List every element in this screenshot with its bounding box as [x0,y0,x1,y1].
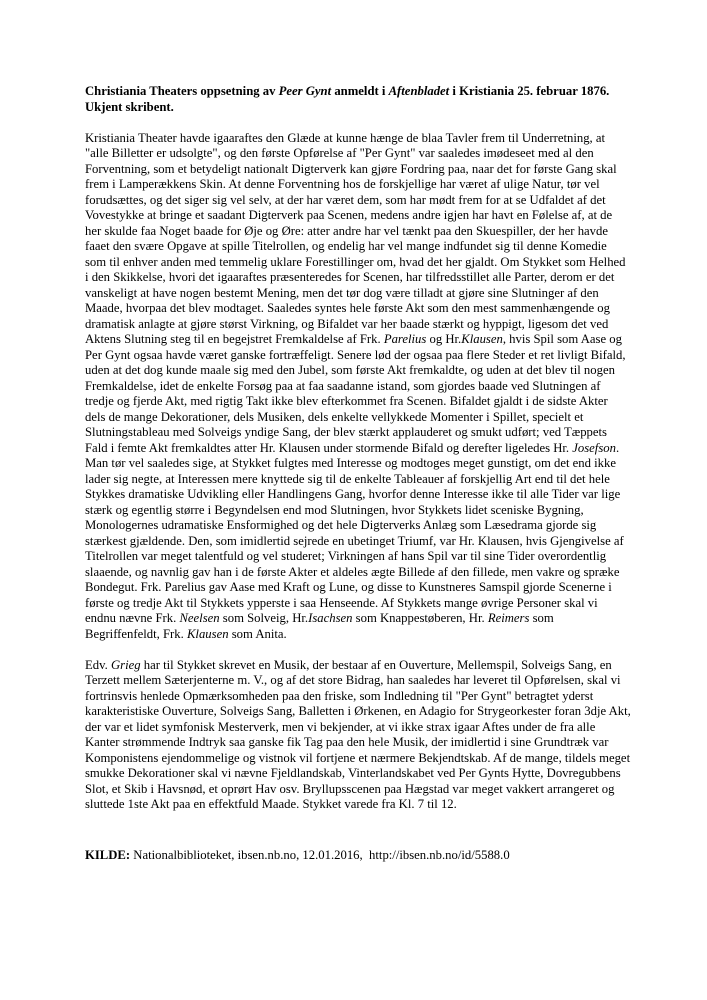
document-title [85,84,631,115]
text-segment: i Kristiania 25. februar 1876. Ukjent skribent. [85,84,610,114]
text-segment: KILDE: [85,847,131,862]
emphasized-text: Klausen [461,332,503,346]
document-body [85,131,631,813]
text-segment: som Knappestøberen, Hr. [352,611,488,625]
text-segment: som Solveig, Hr. [219,611,309,625]
emphasized-text: Josefson [572,440,616,455]
text-segment: som Anita. [228,626,287,641]
text-segment: Edv. [85,657,111,672]
emphasized-text: Isachsen [308,611,353,625]
text-segment: har til Stykket skrevet en Musik, der bestaar af en Ouverture, Mellemspil, Solveigs Sang, en Terzett mellem Sæterjenterne m. V., og af det store Bidrag, han saaledes har leveret til Opførelsen, skal vi fortrinsvis henlede Opmærksomheden paa den friske, som Indledning til "Per Gynt" betragtet yderst karakteristiske Ouverture, Solveigs Sang, Balletten i Ørkenen, en Adagio for Strygeorkester foran 3dje Akt, der var et lidet symfonisk Mesterverk, men vi bekjender, at vi ikke strax igaar Aftes under de fra alle Kanter strømmende Indtryk saa ganske fik Tag paa den hele Musik, der imidlertid i sine Grundtræk var Komponistens ejendommelige og vistnok vil fortjene et nærmere Bekjendtskab. Af de mange, tildels meget smukke Dekorationer skal vi nævne Fjeldlandskab, Vinterlandskabet ved Per Gynts Hytte, Dovregubbens Slot, et Skib i Havsnød, et oprørt Hav osv. Bryllupsscenen paa Hægstad var meget vakkert arrangeret og sluttede 1ste Akt paa en effektfuld Maade. Stykket varede fra Kl. 7 til 12. [85,657,631,811]
text-segment: . Man tør vel saaledes sige, at Stykket fulgtes med Interesse og modtoges meget gunstigt, om det end ikke lader sig negte, at Interessen mere knyttede sig til de enkelte Tableauer af forskjellig Art end til det hele Stykkes dramatiske Udvikling eller Handlingens Gang, hvorfor denne Interesse ikke til alle Tider var lige stærk og egentlig større i Begyndelsen end mod Slutningen, hvor Stykkets lidet sceniske Bygning, Monologernes udramatiske Ensformighed og det hele Digterverks Anlæg som Læsedrama gjorde sig stærkest gjældende. Den, som imidlertid sejrede en ubetinget Triumf, var Hr. Klausen, hvis Gjengivelse af Titelrollen var meget talentfuld og vel studeret; Virkningen af hans Spil var til sine Tider overordentlig slaaende, og navnlig gav han i de første Akter et aldeles ægte Billede af den fillede, men vakre og spræke Bondegut. Frk. Parelius gav Aase med Kraft og Lune, og disse to Kunstneres Samspil gjorde Scenerne i første og tredje Akt til Stykkets ypperste i saa Henseende. Af Stykkets mange øvrige Personer skal vi endnu nævne Frk. [85,440,624,625]
source-line [85,848,631,864]
document-content [85,84,631,863]
emphasized-text: Neelsen [179,611,220,625]
emphasized-text: Klausen [186,626,229,641]
text-segment: Christiania Theaters oppsetning av [85,84,279,98]
text-segment: Kristiania Theater havde igaaraftes den Glæde at kunne hænge de blaa Tavler frem til Underretning, at "alle Billetter er udsolgte", og den første Opførelse af "Per Gynt" var saaledes imødeseet med al den Forventning, som et betydeligt nationalt Digterverk kan gjøre Fordring paa, naar det for første Gang skal frem i Lamperækkens Skin. At denne Forventning hos de forskjellige har været af ulige Natur, tør vel forudsættes, og det siger sig vel selv, at der har været dem, som har mødt frem for at se Udfaldet af det Vovestykke at bringe et saadant Digterverk paa Scenen, medens andre igjen har havt en Følelse af, at de her skulde faa Noget baade for Øje og Øre: atter andre har vel tænkt paa den Skuespiller, der her havde faaet den svære Opgave at spille Titelrollen, og endelig har vel mange indfundet sig til denne Komedie som til enhver anden med temmelig uklare Forestillinger om, hvad det her gjaldt. Om Stykket som Helhed i den Skikkelse, hvori det igaaraftes præsenteredes for Scenen, har tilfredsstillet alle Parter, derom er det vanskeligt at have nogen bestemt Mening, men det tør dog være tilladt at gjøre sine Slutninger af den Maade, hvorpaa det blev modtaget. Saaledes syntes hele første Akt som den mest sammenhængende og dramatisk anlagte at gjøre størst Virkning, og Bifaldet var her baade stærkt og hyppigt, ligesom det ved Aktens Slutning steg til en begejstret Fremkaldelse af Frk. [85,130,626,346]
text-segment: og Hr. [426,332,462,346]
text-segment: anmeldt i [331,84,389,98]
body-paragraph [85,131,631,643]
emphasized-text: Parelius [383,332,427,346]
body-paragraph [85,658,631,813]
emphasized-text: Peer Gynt [278,84,332,98]
text-segment: , hvis Spil som Aase og Per Gynt ogsaa havde været ganske fortræffeligt. Senere lød der ogsaa paa flere Steder et ret livligt Bifald, uden at det dog kunde maale sig med den Jubel, som første Akt fremkaldte, og uden at det blev til nogen Fremkaldelse, idet de enkelte Forsøg paa at faa saadanne istand, som gjordes baade ved Slutningen af tredje og fjerde Akt, med rigtig Takt ikke blev efterkommet fra Scenen. Bifaldet gjaldt i de sidste Akter dels de mange Dekorationer, dels Musiken, dels enkelte vellykkede Momenter i Spillet, specielt et Slutningstableau med Solveigs yndige Sang, der blev stærkt applauderet og smukt udført; ved Tæppets Fald i femte Akt fremkaldtes atter Hr. Klausen under stormende Bifald og derefter ligeledes Hr. [85,332,626,455]
text-segment: Nationalbiblioteket, ibsen.nb.no, 12.01.2016, http://ibsen.nb.no/id/5588.0 [130,847,510,862]
text-segment: som Begriffenfeldt, Frk. [85,611,554,641]
emphasized-text: Grieg [110,657,141,672]
emphasized-text: Aftenbladet [388,84,450,98]
emphasized-text: Reimers [487,611,530,625]
